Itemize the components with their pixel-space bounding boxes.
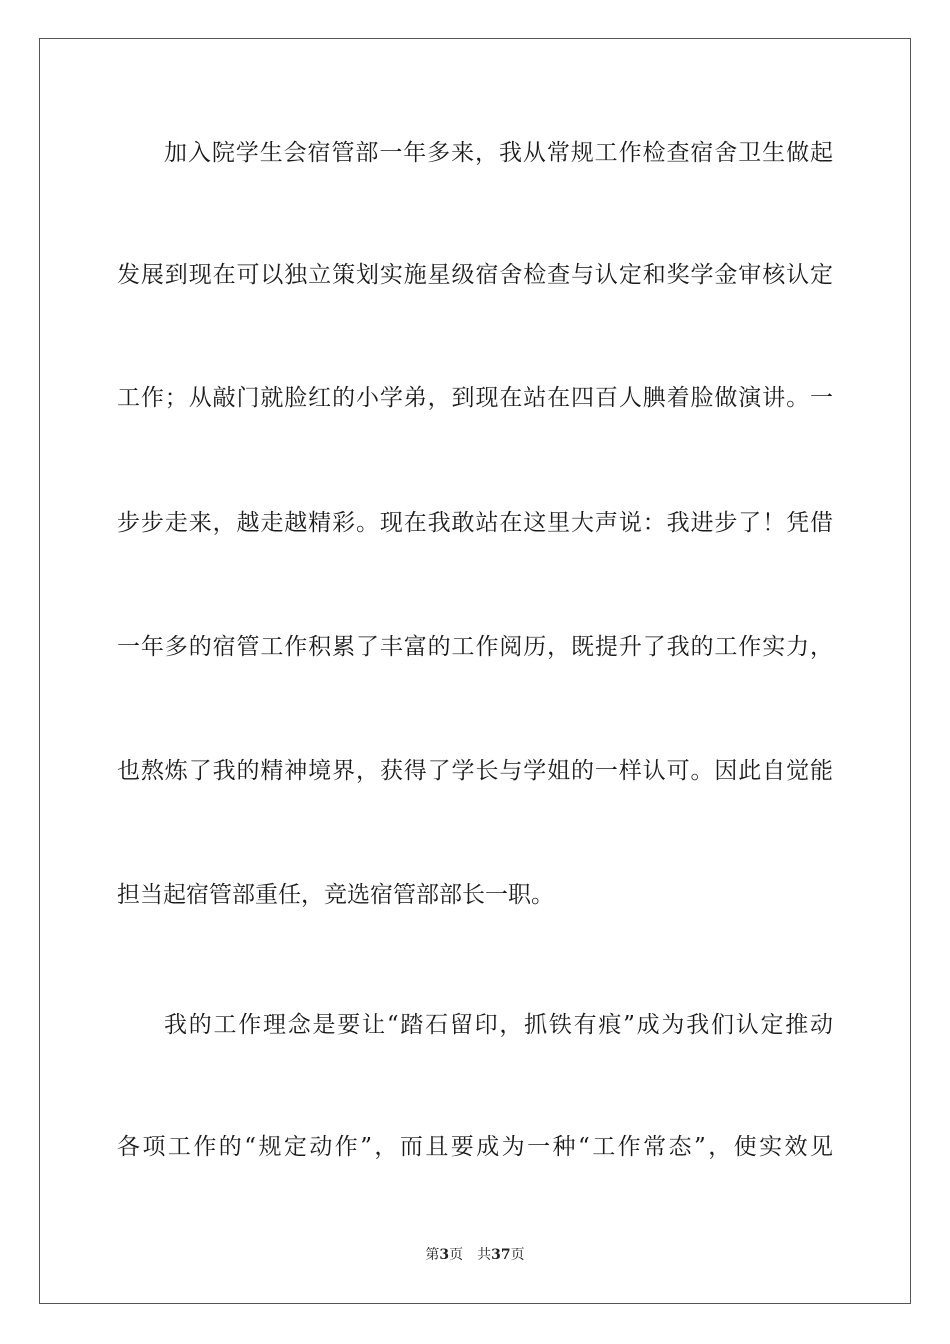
paragraph-2-line-2: 各项工作的“规定动作”，而且要成为一种“工作常态”，使实效见	[117, 1134, 833, 1160]
paragraph-1-line-5: 一年多的宿管工作积累了丰富的工作阅历，既提升了我的工作实力，	[117, 634, 833, 660]
page-number: 3	[439, 1247, 450, 1263]
page-suffix: 页	[449, 1247, 464, 1263]
paragraph-2-line-1: 我的工作理念是要让“踏石留印，抓铁有痕”成为我们认定推动	[164, 1012, 833, 1038]
paragraph-1-line-3: 工作；从敲门就脸红的小学弟，到现在站在四百人腆着脸做演讲。一	[117, 385, 833, 411]
paragraph-1-line-4: 步步走来，越走越精彩。现在我敢站在这里大声说：我进步了！凭借	[117, 510, 833, 536]
total-prefix: 共	[477, 1247, 492, 1263]
paragraph-1-line-2: 发展到现在可以独立策划实施星级宿舍检查与认定和奖学金审核认定	[117, 262, 833, 288]
total-pages: 37	[491, 1247, 511, 1263]
page-border	[39, 38, 911, 1304]
page-footer	[0, 1246, 950, 1264]
paragraph-1-line-7: 担当起宿管部重任，竞选宿管部部长一职。	[117, 882, 554, 908]
page-prefix: 第	[425, 1247, 440, 1263]
paragraph-1-line-6: 也熬炼了我的精神境界，获得了学长与学姐的一样认可。因此自觉能	[117, 758, 833, 784]
total-suffix: 页	[510, 1247, 525, 1263]
paragraph-1-line-1: 加入院学生会宿管部一年多来，我从常规工作检查宿舍卫生做起	[164, 140, 833, 166]
